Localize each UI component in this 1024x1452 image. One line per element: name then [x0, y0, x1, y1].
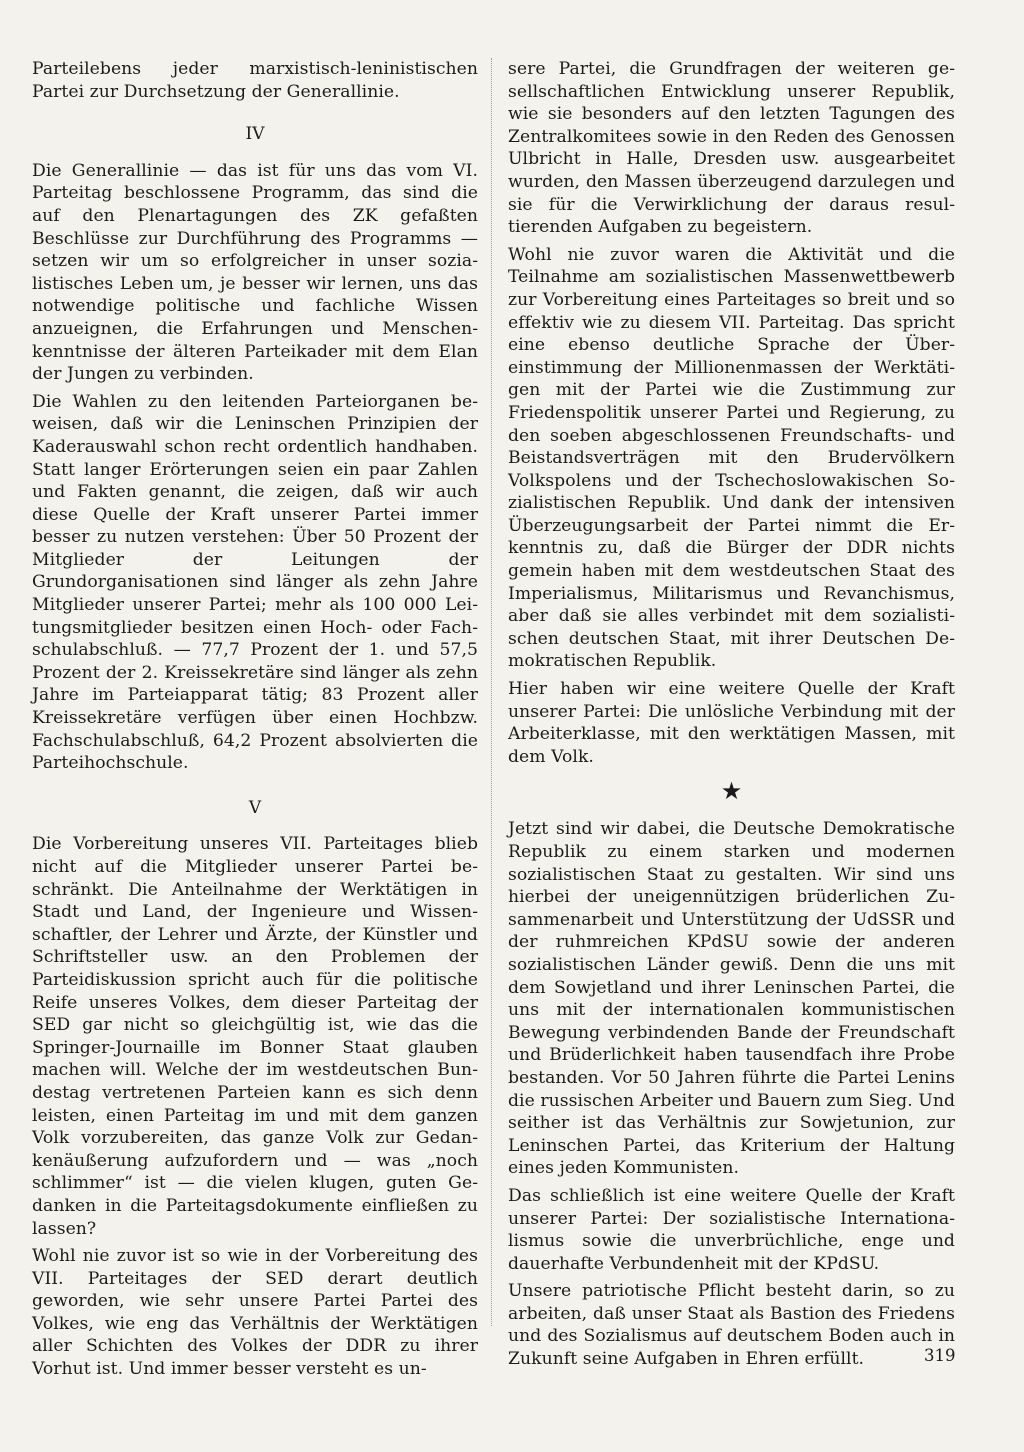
- page-number: 319: [924, 1346, 956, 1365]
- column-divider: [491, 58, 492, 1326]
- paragraph: Wohl nie zuvor ist so wie in der Vorbereitung des VII. Parteitages der SED derart deutlich geworden, wie sehr unsere Partei Partei des Volkes, wie eng das Verhältnis der Werktätigen aller Schichten des Volkes der DDR zu ihrer Vorhut ist. Und immer besser versteht es un-: [32, 1246, 478, 1380]
- right-column: [508, 58, 955, 1376]
- paragraph: Das schließlich ist eine weitere Quelle der Kraft unserer Partei: Der sozialistische Internationalismus sowie die unverbrüchliche, enge und dauerhafte Verbundenheit mit der KPdSU.: [508, 1185, 955, 1274]
- paragraph: sere Partei, die Grundfragen der weiteren gesellschaftlichen Entwicklung unserer Republik, wie sie besonders auf den letzten Tagungen des Zentralkomitees sowie in den Reden des Genossen Ulbricht in Halle, Dresden usw. ausgearbeitet wurden, den Massen überzeugend darzulegen und sie für die Verwirklichung der daraus resultierenden Aufgaben zu begeistern.: [508, 59, 955, 238]
- star-separator-icon: ★: [720, 777, 743, 806]
- paragraph: Unsere patriotische Pflicht besteht darin, so zu arbeiten, daß unser Staat als Bastion des Friedens und des Sozialismus auf deutschem Boden auch in Zukunft seine Aufgaben in Ehren erfüllt.: [508, 1281, 955, 1370]
- section-heading-v: V: [248, 797, 262, 818]
- paragraph: Hier haben wir eine weitere Quelle der Kraft unserer Partei: Die unlösliche Verbindung mit der Arbeiterklasse, mit den werktätigen Massen, mit dem Volk.: [508, 679, 955, 767]
- paragraph: Jetzt sind wir dabei, die Deutsche Demokratische Republik zu einem starken und modernen sozialistischen Staat zu gestalten. Wir sind uns hierbei der uneigennützigen brüderlichen Zusammenarbeit und Unterstützung der UdSSR und der ruhmreichen KPdSU sowie der anderen sozialistischen Länder gewiß. Denn die uns mit dem Sowjetland und ihrer Leninschen Partei, die uns mit der internationalen kommunistischen Bewegung verbindenden Bande der Freundschaft und Brüderlichkeit haben tausendfach ihre Probe bestanden. Vor 50 Jahren führte die Partei Lenins die russischen Arbeiter und Bauern zum Sieg. Und seither ist das Verhältnis zur Sowjetunion, zur Leninschen Partei, das Kriterium der Haltung eines jeden Kommunisten.: [508, 819, 955, 1179]
- left-column: [32, 58, 478, 1386]
- paragraph: Parteilebens jeder marxistisch-leninistischen Partei zur Durchsetzung der Generallinie.: [32, 59, 478, 102]
- paragraph: Die Wahlen zu den leitenden Parteiorganen beweisen, daß wir die Leninschen Prinzipien der Kaderauswahl schon recht ordentlich handhaben. Statt langer Erörterungen seien ein paar Zahlen und Fakten genannt, die zeigen, daß wir auch diese Quelle der Kraft unserer Partei immer besser zu nutzen verstehen: Über 50 Prozent der Mitglieder der Leitungen der Grundorganisationen sind länger als zehn Jahre Mitglieder unserer Partei; mehr als 100 000 Leitungsmitglieder besitzen einen Hoch- oder Fachschulabschluß. — 77,7 Prozent der 1. und 57,5 Prozent der 2. Kreissekretäre sind länger als zehn Jahre im Parteiapparat tätig; 83 Prozent aller Kreissekretäre verfügen über einen Hochbzw. Fachschulabschluß, 64,2 Prozent absolvierten die Parteihochschule.: [32, 391, 478, 774]
- paragraph: Wohl nie zuvor waren die Aktivität und die Teilnahme am sozialistischen Massenwettbewerb zur Vorbereitung eines Parteitages so breit und so effektiv wie zu diesem VII. Parteitag. Das spricht eine ebenso deutliche Sprache der Übereinstimmung der Millionenmassen der Werktätigen mit der Partei wie die Zustimmung zur Friedenspolitik unserer Partei und Regierung, zu den soeben abgeschlossenen Freundschafts- und Beistandsverträgen mit den Brudervölkern Volkspolens und der Tschechoslowakischen Sozialistischen Republik. Und dank der intensiven Überzeugungsarbeit der Partei nimmt die Erkenntnis zu, daß die Bürger der DDR nichts gemein haben mit dem westdeutschen Staat des Imperialismus, Militarismus und Revanchismus, aber daß sie alles verbindet mit dem sozialistischen deutschen Staat, mit ihrer Deutschen Demokratischen Republik.: [508, 244, 955, 672]
- section-heading-iv: IV: [245, 124, 265, 145]
- paragraph: Die Generallinie — das ist für uns das vom VI. Parteitag beschlossene Programm, das sind die auf den Plenartagungen des ZK gefaßten Beschlüsse zur Durchführung des Programms — setzen wir um so erfolgreicher in unser sozialistisches Leben um, je besser wir lernen, uns das notwendige politische und fachliche Wissen anzueignen, die Erfahrungen und Menschenkenntnisse der älteren Parteikader mit dem Elan der Jungen zu verbinden.: [32, 160, 478, 385]
- paragraph: Die Vorbereitung unseres VII. Parteitages blieb nicht auf die Mitglieder unserer Partei beschränkt. Die Anteilnahme der Werktätigen in Stadt und Land, der Ingenieure und Wissenschaftler, der Lehrer und Ärzte, der Künstler und Schriftsteller usw. an den Problemen der Parteidiskussion spricht auch für die politische Reife unseres Volkes, dem dieser Parteitag der SED gar nicht so gleichgültig ist, wie das die Springer-Journaille im Bonner Staat glauben machen will. Welche der im westdeutschen Bundestag vertretenen Parteien kann es sich denn leisten, einen Parteitag im und mit dem ganzen Volk vorzubereiten, das ganze Volk zur Gedankenäußerung aufzufordern und — was „noch schlimmer“ ist — die vielen klugen, guten Gedanken in die Parteitagsdokumente einfließen zu lassen?: [32, 834, 478, 1239]
